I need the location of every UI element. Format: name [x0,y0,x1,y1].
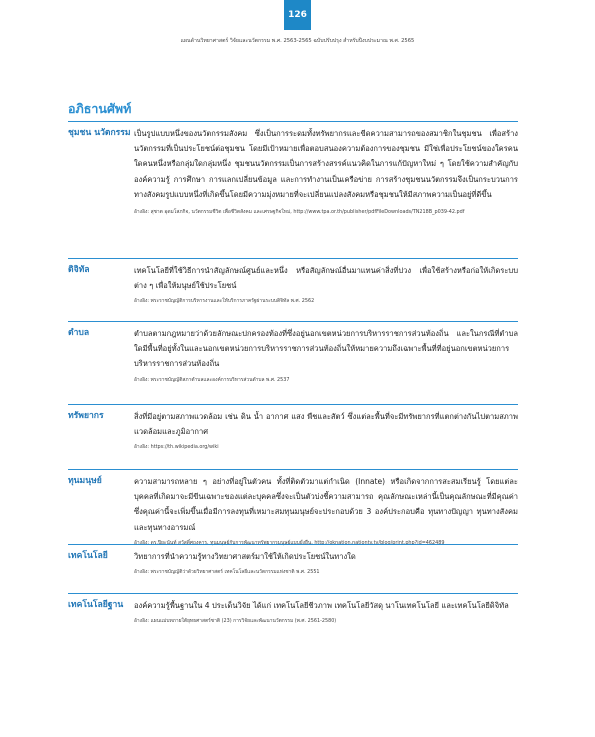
glossary-entry [68,404,518,464]
section-title: อภิธานศัพท์ [68,101,132,116]
glossary-body [134,405,518,464]
glossary-definition: องค์ความรู้พื้นฐานใน 4 ประเด็นวิจัย ได้แก่ เทคโนโลยีชีวภาพ เทคโนโลยีวัสดุ นาโนเทคโนโลยี และเทคโนโลยีดิจิทัล [134,601,509,610]
glossary-entry [68,593,518,649]
glossary-entry [68,258,518,308]
glossary-reference: อ้างอิง: แผนแม่บทภายใต้ยุทธศาสตร์ชาติ (23) การวิจัยและพัฒนานวัตกรรม (พ.ศ. 2561-2580) [134,618,337,625]
page-number: 126 [288,10,307,20]
glossary-entry [68,544,518,588]
glossary-body [134,545,518,588]
glossary-definition: ตำบลตามกฎหมายว่าด้วยลักษณะปกครองท้องที่ซึ่งอยู่นอกเขตหน่วยการบริหารราชการส่วนท้องถิ่น และในกรณีที่ตำบลใดมีพื้นที่อยู่ทั้งในและนอกเขตหน่วยการบริหารราชการส่วนท้องถิ่นให้หมายความถึงเฉพาะพื้นที่ที่อยู่นอกเขตหน่วยการบริหารราชการส่วนท้องถิ่น [134,329,518,369]
glossary-term: ตำบล [68,328,90,338]
glossary-reference: อ้างอิง: พระราชบัญญัติการบริหารงานและให้บริการภาครัฐผ่านระบบดิจิทัล พ.ศ. 2562 [134,298,315,305]
glossary-definition: เทคโนโลยีที่ใช้วิธีการนำสัญลักษณ์ศูนย์และหนึ่ง หรือสัญลักษณ์อื่นมาแทนค่าสิ่งที่ปวง เพื่อใช้สร้างหรือก่อให้เกิดระบบต่าง ๆ เพื่อให้มนุษย์ใช้ประโยชน์ [134,266,518,291]
glossary-term: เทคโนโลยี [68,551,108,561]
glossary-entry [68,321,518,395]
glossary-term: เทคโนโลยีฐาน [68,600,124,610]
glossary-body [134,594,518,649]
glossary-reference: อ้างอิง: https://th.wikipedia.org/wiki [134,444,219,451]
glossary-term: ทรัพยากร [68,411,104,421]
glossary-term: ดิจิทัล [68,265,90,275]
glossary-reference: อ้างอิง: สุชาต อุดมโสภกิจ, นวัตกรรมชีวิต เพื่อชีวิตสังคม และเศรษฐกิจใหม่, http://www.tpa.or.th/publisher/pdfFileDownloads/TN218B_p039-42.pdf [134,209,465,216]
glossary-body [134,122,518,245]
glossary-definition: ความสามารถหลาย ๆ อย่างที่อยู่ในตัวคน ทั้งที่ติดตัวมาแต่กำเนิด (Innate) หรือเกิดจากการสะสมเรียนรู้ โดยแต่ละบุคคลที่เกิดมาจะมีขีนเฉพาะของแต่ละบุคคลซึ่งจะเป็นตัวบ่งชี้ความสามารถ คุณลักษณะเหล่านี้เป็นคุณลักษณะที่มีคุณค่าซึ่งคุณค่านี้จะเพิ่มขึ้นเมื่อมีการลงทุนที่เหมาะสมทุนมนุษย์จะประกอบด้วย 3 องค์ประกอบคือ ทุนทางปัญญา ทุนทางสังคม และทุนทางอารมณ์ [134,477,518,532]
glossary-definition: สิ่งที่มีอยู่ตามสภาพแวดล้อม เช่น ดิน น้ำ อากาศ แสง พืชและสัตว์ ซึ่งแต่ละพื้นที่จะมีทรัพยากรที่แตกต่างกันไปตามสภาพแวดล้อมและภูมิอากาศ [134,412,518,437]
glossary-definition: วิทยาการที่นำความรู้ทางวิทยาศาสตร์มาใช้ให้เกิดประโยชน์ในทางใด [134,552,356,561]
running-header: แผนด้านวิทยาศาสตร์ วิจัยและนวัตกรรม พ.ศ. 2563-2565 ฉบับปรับปรุง สำหรับปีงบประมาณ พ.ศ. 2565 [180,38,415,44]
glossary-reference: อ้างอิง: พระราชบัญญัติว่าด้วยวิทยาศาสตร์ เทคโนโลยีและนวัตกรรมแห่งชาติ พ.ศ. 2551 [134,569,320,576]
glossary-body [134,259,518,308]
glossary-term: ทุนมนุษย์ [68,476,102,486]
glossary-entry [68,121,518,245]
page-number-tab [284,0,311,30]
glossary-body [134,322,518,395]
glossary-reference: อ้างอิง: พระราชบัญญัติสภาตำบลและองค์การบริหารส่วนตำบล พ.ศ. 2537 [134,376,290,383]
glossary-term: ชุมชน นวัตกรรม [68,128,131,138]
glossary-reference: อ้างอิง: ดร.ปิยะนันท์ สวัสดิ์ศฤงคาร, ทุนมนุษย์กับการพัฒนาทรัพยากรมนุษย์แบบยั่งยืน, http://oknation.nationtv.tv/blog/print.php?id=462489 [134,539,445,546]
glossary-definition: เป็นรูปแบบหนึ่งของนวัตกรรมสังคม ซึ่งเป็นการระดมทั้งทรัพยากรและขีดความสามารถของสมาชิกในชุมชน เพื่อสร้างนวัตกรรมที่เป็นประโยชน์ต่อชุมชน โดยมีเป้าหมายเพื่อตอบสนองความต้องการของชุมชน มีใช่เพื่อประโยชน์ของใครคนใดคนหนึ่งหรือกลุ่มใดกลุ่มหนึ่ง ชุมชนนวัตกรรมเป็นการสร้างสรรค์แนวคิดในการแก้ปัญหาใหม่ ๆ โดยใช้ความสำคัญกับองค์ความรู้ การศึกษา การแลกเปลี่ยนข้อมูล และการทำงานเป็นเครือข่าย การสร้างชุมชนนวัตกรรมจึงเป็นกระบวนการทางสังคมรูปแบบหนึ่งที่เกิดขึ้นโดยมีความมุ่งหมายที่จะเปลี่ยนแปลงสังคมหรือชุมชนให้มีสภาพความเป็นอยู่ที่ดีขึ้น [134,129,518,199]
